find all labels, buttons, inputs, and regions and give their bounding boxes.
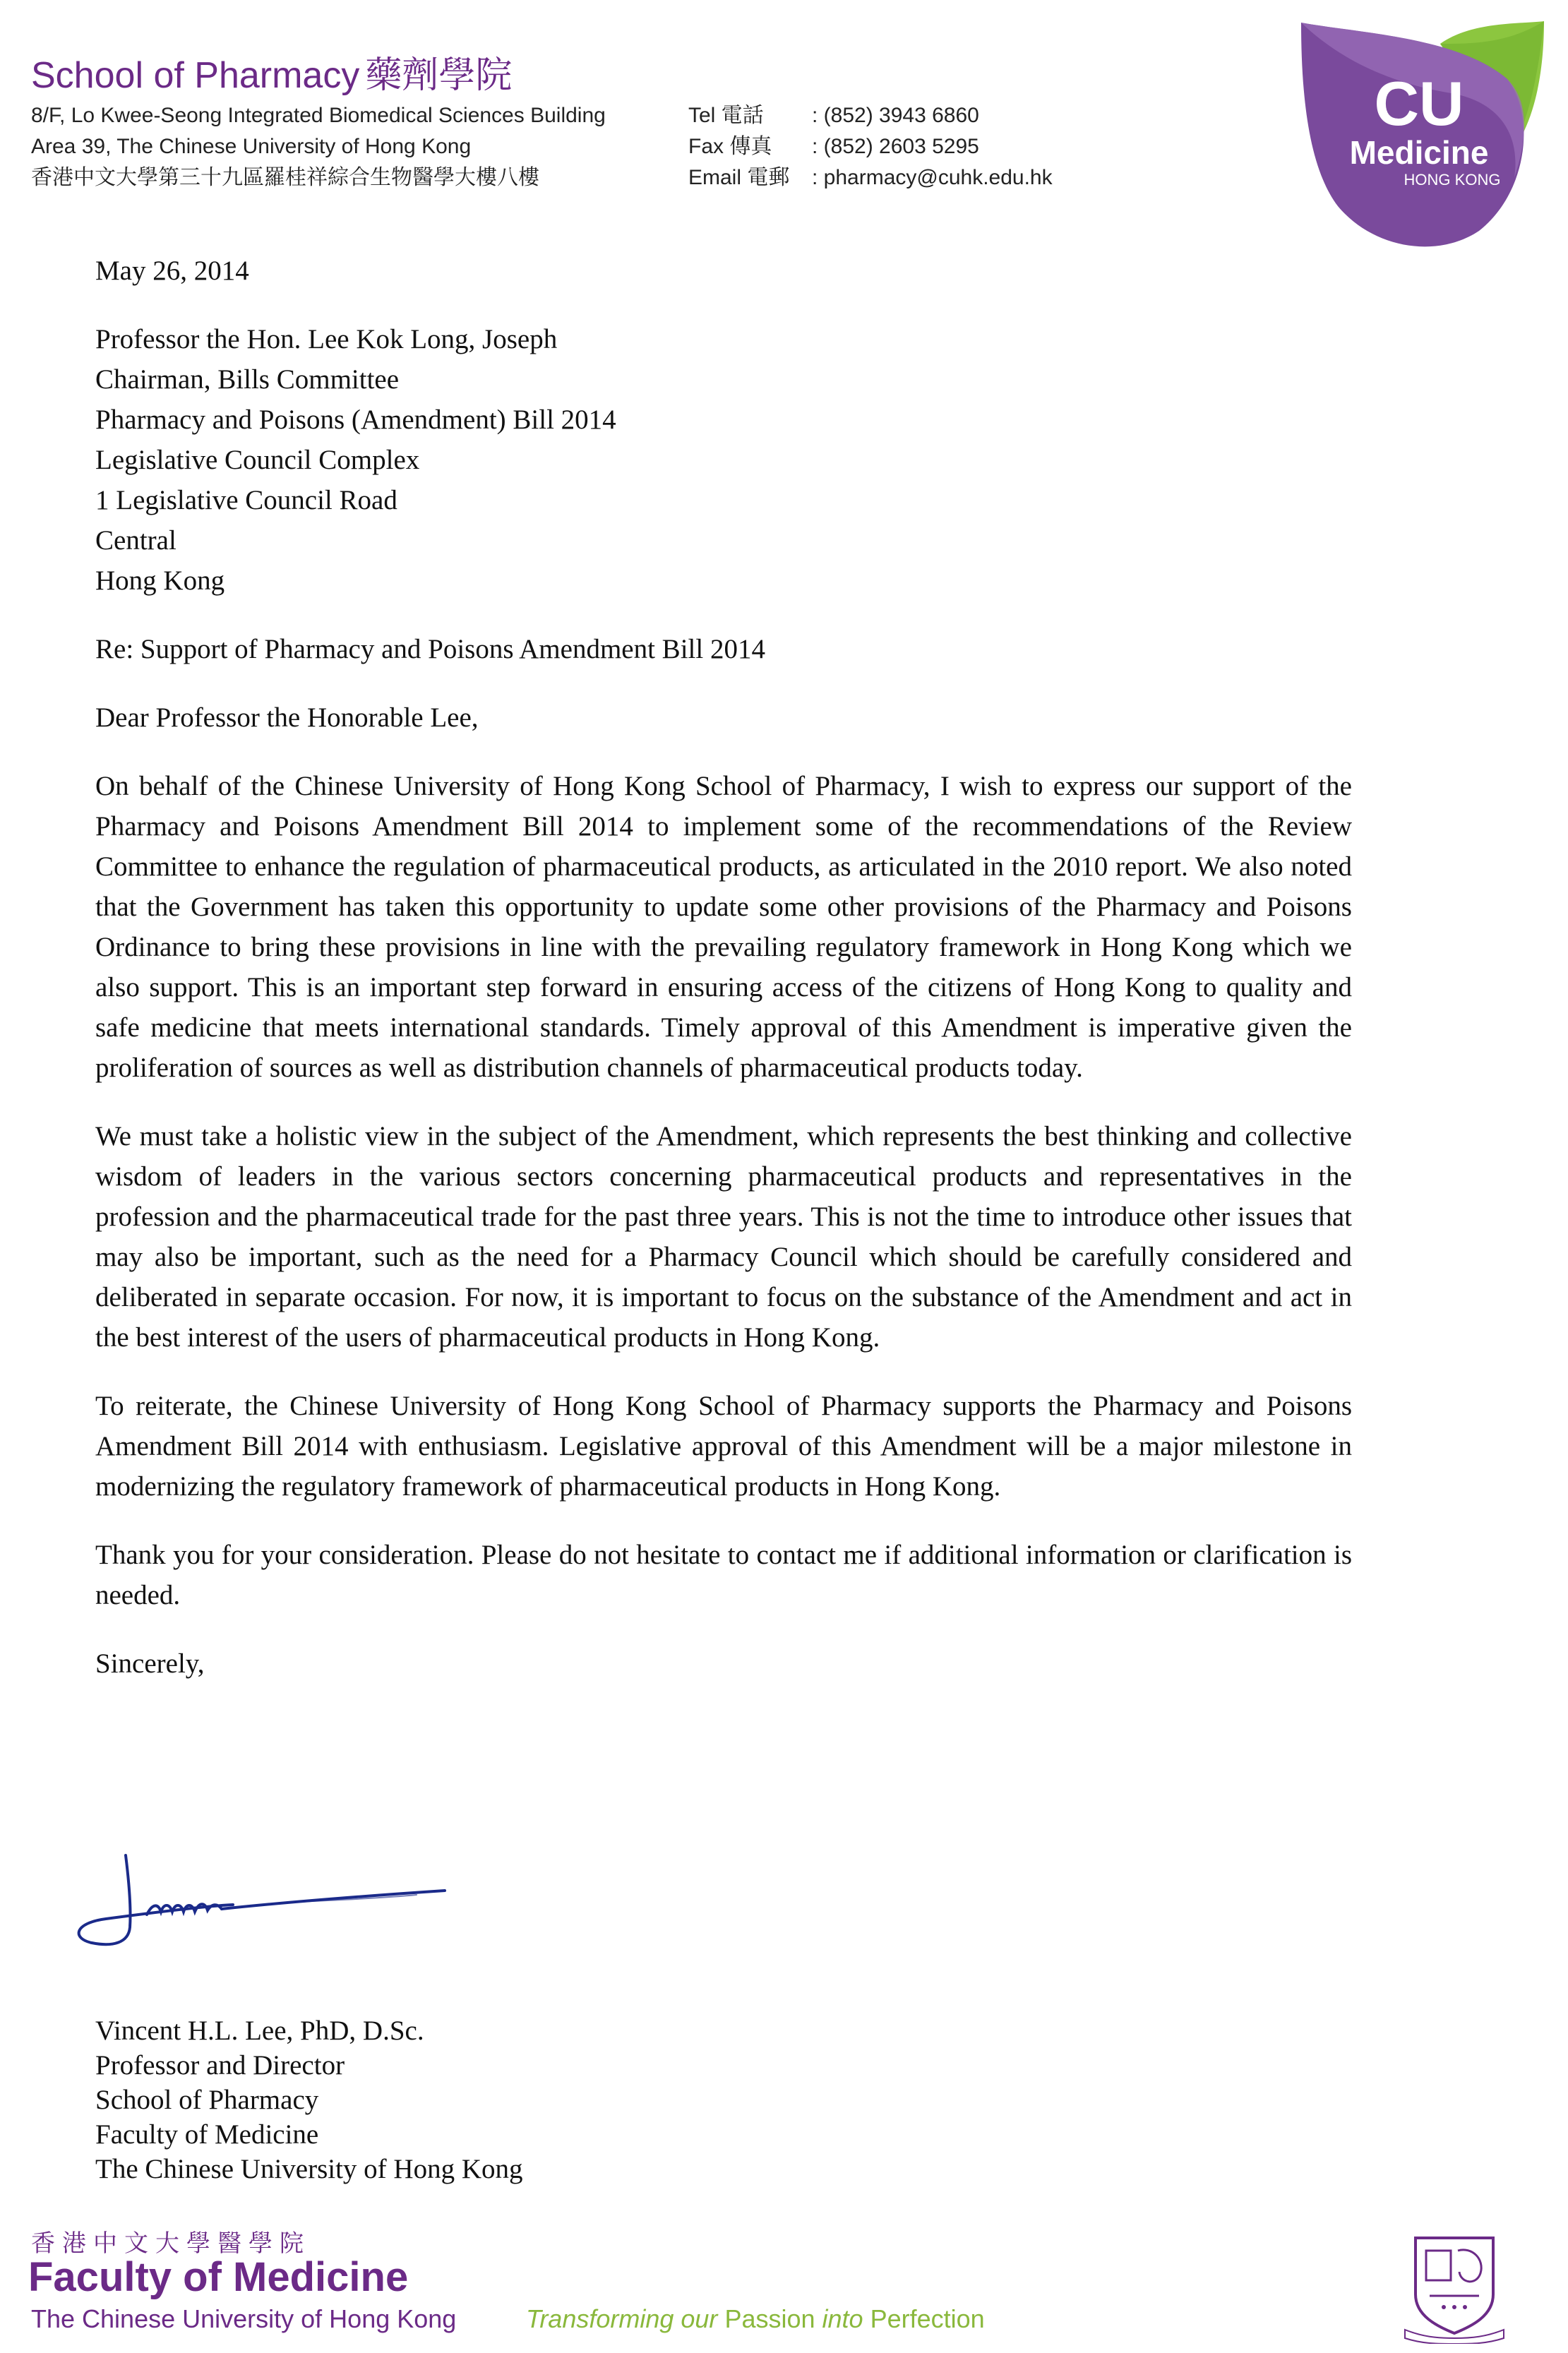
letter-closing: Sincerely, (95, 1648, 205, 1679)
crest-graphic (1401, 2231, 1507, 2344)
contact-label: Tel 電話 (688, 104, 764, 127)
footer-faculty: Faculty of Medicine (28, 2254, 409, 2300)
signature-graphic (64, 1836, 473, 1963)
tagline-part: Passion (724, 2304, 815, 2333)
header-contacts (688, 100, 1053, 193)
recipient-address (95, 319, 1352, 601)
signer-line: School of Pharmacy (95, 2085, 319, 2115)
logo-text-hong-kong: HONG KONG (1404, 171, 1501, 188)
signature (64, 1836, 473, 1963)
letter-date: May 26, 2014 (95, 256, 249, 286)
university-crest-icon (1401, 2231, 1507, 2344)
recipient-line: Legislative Council Complex (95, 445, 420, 475)
contact-email (688, 162, 1053, 193)
contact-tel (688, 100, 1053, 131)
signer-block (95, 2013, 523, 2186)
school-name-cn: 藥劑學院 (365, 55, 513, 96)
contact-value: : pharmacy@cuhk.edu.hk (812, 166, 1053, 189)
letter-salutation: Dear Professor the Honorable Lee, (95, 702, 479, 733)
tagline-part: Perfection (870, 2304, 985, 2333)
address-line: 香港中文大學第三十九區羅桂祥綜合生物醫學大樓八樓 (31, 166, 539, 189)
letter-subject: Re: Support of Pharmacy and Poisons Amendment Bill 2014 (95, 634, 765, 664)
body-paragraph: To reiterate, the Chinese University of Hong Kong School of Pharmacy supports the Pharmacy and Poisons Amendment Bill 2014 with enthusiasm. Legislative approval of this Amendment will be a major milestone in modernizing the regulatory framework of pharmaceutical products in Hong Kong. (95, 1391, 1352, 1502)
address-line: 8/F, Lo Kwee-Seong Integrated Biomedical Sciences Building (31, 104, 606, 127)
signer-line: The Chinese University of Hong Kong (95, 2154, 523, 2184)
tagline-part: into (815, 2304, 870, 2333)
contact-value: : (852) 3943 6860 (812, 104, 979, 127)
recipient-line: Hong Kong (95, 565, 225, 596)
school-name (31, 45, 512, 98)
body-paragraph: On behalf of the Chinese University of Hong Kong School of Pharmacy, I wish to express our support of the Pharmacy and Poisons Amendment Bill 2014 to implement some of the recommendations of the Review Committee to enhance the regulation of pharmaceutical products, as articulated in the 2010 report. We also noted that the Government has taken this opportunity to update some other provisions of the Pharmacy and Poisons Ordinance to bring these provisions in line with the prevailing regulatory framework in Hong Kong which we also support. This is an important step forward in ensuring access of the citizens of Hong Kong to quality and safe medicine that meets international standards. Timely approval of this Amendment is imperative given the proliferation of sources as well as distribution channels of pharmaceutical products today. (95, 771, 1352, 1083)
contact-label: Email 電郵 (688, 166, 790, 189)
logo-text-medicine: Medicine (1349, 134, 1489, 171)
body-paragraph: We must take a holistic view in the subject of the Amendment, which represents the best thinking and collective wisdom of leaders in the various sectors concerning pharmaceutical products and representatives in the profession and the pharmaceutical trade for the past three years. This is not the time to introduce other issues that may also be important, such as the need for a Pharmacy Council which should be carefully considered and deliberated in separate occasion. For now, it is important to focus on the substance of the Amendment and act in the best interest of the users of pharmaceutical products in Hong Kong. (95, 1121, 1352, 1353)
letter-body (95, 251, 1352, 1684)
logo-text-cu: CU (1374, 68, 1464, 138)
contact-fax (688, 131, 1053, 162)
tagline-part: Transforming our (526, 2304, 725, 2333)
recipient-line: Chairman, Bills Committee (95, 364, 400, 395)
body-paragraph: Thank you for your consideration. Please do not hesitate to contact me if additional information or clarification is needed. (95, 1540, 1352, 1610)
header-address (31, 100, 606, 193)
footer-faculty-cn: 香港中文大學醫學院 (31, 2230, 311, 2257)
recipient-line: Pharmacy and Poisons (Amendment) Bill 2014 (95, 405, 616, 435)
recipient-line: 1 Legislative Council Road (95, 485, 397, 515)
signer-line: Faculty of Medicine (95, 2119, 319, 2150)
footer-tagline (526, 2304, 985, 2334)
school-name-en: School of Pharmacy (31, 55, 360, 96)
contact-value: : (852) 2603 5295 (812, 135, 979, 158)
cu-medicine-logo-graphic (1295, 16, 1550, 256)
recipient-line: Central (95, 525, 176, 556)
cu-medicine-logo (1295, 16, 1550, 256)
signer-line: Professor and Director (95, 2050, 345, 2080)
recipient-line: Professor the Hon. Lee Kok Long, Joseph (95, 324, 558, 354)
footer-university: The Chinese University of Hong Kong (31, 2304, 457, 2333)
address-line: Area 39, The Chinese University of Hong Kong (31, 135, 472, 158)
signer-line: Vincent H.L. Lee, PhD, D.Sc. (95, 2016, 424, 2046)
contact-label: Fax 傳真 (688, 135, 772, 158)
